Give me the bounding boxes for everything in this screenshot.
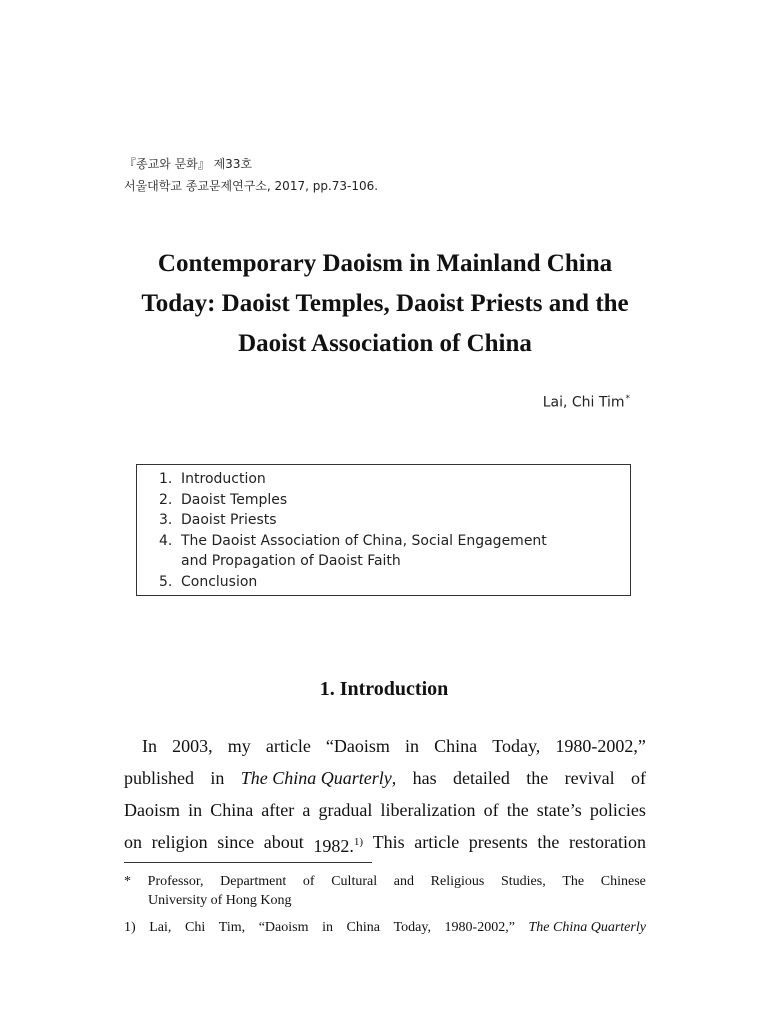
journal-name: The China Quarterly — [528, 920, 646, 935]
word: detailed — [452, 768, 510, 788]
body-line — [124, 794, 646, 826]
word: 1980-2002,” — [444, 920, 515, 935]
journal-name: The China Quarterly — [240, 768, 392, 788]
footnote-divider — [124, 862, 372, 863]
word: the — [526, 768, 549, 788]
author-name: Lai, Chi Tim — [542, 394, 625, 411]
toc-item-continuation: and Propagation of Daoist Faith — [181, 553, 401, 569]
word: religion — [151, 832, 208, 852]
word-group — [241, 762, 397, 794]
word: and — [393, 874, 414, 889]
toc-item — [159, 510, 630, 531]
word: gradual — [318, 800, 373, 820]
word: 1982. — [313, 836, 354, 856]
word: 1) — [124, 920, 136, 935]
word: China — [434, 736, 478, 756]
word: in — [405, 736, 420, 756]
toc-item-text: The Daoist Association of China, Social Engagement — [181, 532, 547, 549]
toc-item-text: Conclusion — [181, 573, 258, 590]
word: Studies, — [500, 874, 546, 889]
word: 2003, — [172, 736, 213, 756]
word: Religious — [430, 874, 485, 889]
footnote-1-continuation: University of Hong Kong — [148, 893, 292, 908]
toc-item-text: Daoist Temples — [181, 491, 288, 508]
toc-item-number: 3. — [159, 512, 173, 528]
word: in — [210, 768, 225, 788]
toc-item-number: 5. — [159, 573, 173, 590]
word: restoration — [568, 832, 646, 852]
article-title — [120, 244, 650, 364]
journal-citation-line-2: 서울대학교 종교문제연구소, 2017, pp.73-106. — [124, 179, 379, 193]
toc-item-text: Introduction — [181, 471, 266, 487]
toc-item — [159, 572, 630, 593]
word: the — [506, 800, 529, 820]
word: my — [227, 736, 251, 756]
word: Cultural — [331, 874, 378, 889]
word: the — [537, 832, 560, 852]
toc-item — [159, 531, 630, 552]
toc-item-number: 4. — [159, 532, 173, 549]
word: Chi — [184, 920, 206, 935]
word: a — [302, 800, 311, 820]
word: in — [188, 800, 203, 820]
word: * — [124, 874, 131, 889]
word: presents — [468, 832, 528, 852]
word: published — [124, 768, 194, 788]
footnotes — [124, 872, 646, 937]
author-footnote-mark: * — [625, 394, 630, 404]
word: policies — [589, 800, 646, 820]
word: since — [217, 832, 255, 852]
table-of-contents — [136, 464, 631, 596]
word: has — [412, 768, 437, 788]
article-title-line-3: Daoist Association of China — [238, 330, 532, 357]
word: article — [265, 736, 311, 756]
word: Daoism — [124, 800, 180, 820]
word: Department — [220, 874, 287, 889]
word: article — [414, 832, 460, 852]
word: of — [483, 800, 499, 820]
word: 1980-2002,” — [555, 736, 646, 756]
word: “Daoism — [258, 920, 309, 935]
word: of — [302, 874, 315, 889]
author-byline — [543, 394, 630, 411]
word: In — [142, 736, 157, 756]
word: state’s — [536, 800, 582, 820]
word: Lai, — [149, 920, 172, 935]
word: Today, — [393, 920, 431, 935]
word: China — [346, 920, 380, 935]
toc-item — [159, 469, 630, 490]
word: after — [261, 800, 295, 820]
word: , — [391, 768, 397, 788]
word-group — [313, 826, 363, 862]
journal-citation — [124, 153, 378, 197]
word: Tim, — [218, 920, 246, 935]
body-text — [124, 730, 646, 862]
word: on — [124, 832, 142, 852]
journal-citation-line-1: 『종교와 문화』 제33호 — [124, 157, 253, 171]
body-line — [124, 826, 646, 862]
word: of — [631, 768, 646, 788]
word: Chinese — [600, 874, 646, 889]
section-heading: 1. Introduction — [319, 678, 449, 700]
article-title-line-1: Contemporary Daoism in Mainland China — [157, 250, 613, 277]
word: in — [322, 920, 333, 935]
word: about — [263, 832, 304, 852]
footnote-2 — [124, 918, 646, 937]
body-line — [124, 730, 646, 762]
word: The — [562, 874, 585, 889]
word: liberalization — [380, 800, 476, 820]
word: Today, — [492, 736, 541, 756]
toc-item — [159, 490, 630, 511]
word: China — [210, 800, 254, 820]
footnote-ref: 1) — [353, 836, 364, 848]
word: revival — [564, 768, 615, 788]
word: “Daoism — [325, 736, 390, 756]
toc-item-number: 1. — [159, 471, 173, 487]
toc-item-text: Daoist Priests — [181, 512, 277, 528]
body-line — [124, 762, 646, 794]
word: This — [372, 832, 405, 852]
article-title-line-2: Today: Daoist Temples, Daoist Priests and the — [141, 290, 629, 317]
footnote-1 — [124, 872, 646, 891]
toc-item-number: 2. — [159, 491, 173, 508]
word: Professor, — [147, 874, 204, 889]
